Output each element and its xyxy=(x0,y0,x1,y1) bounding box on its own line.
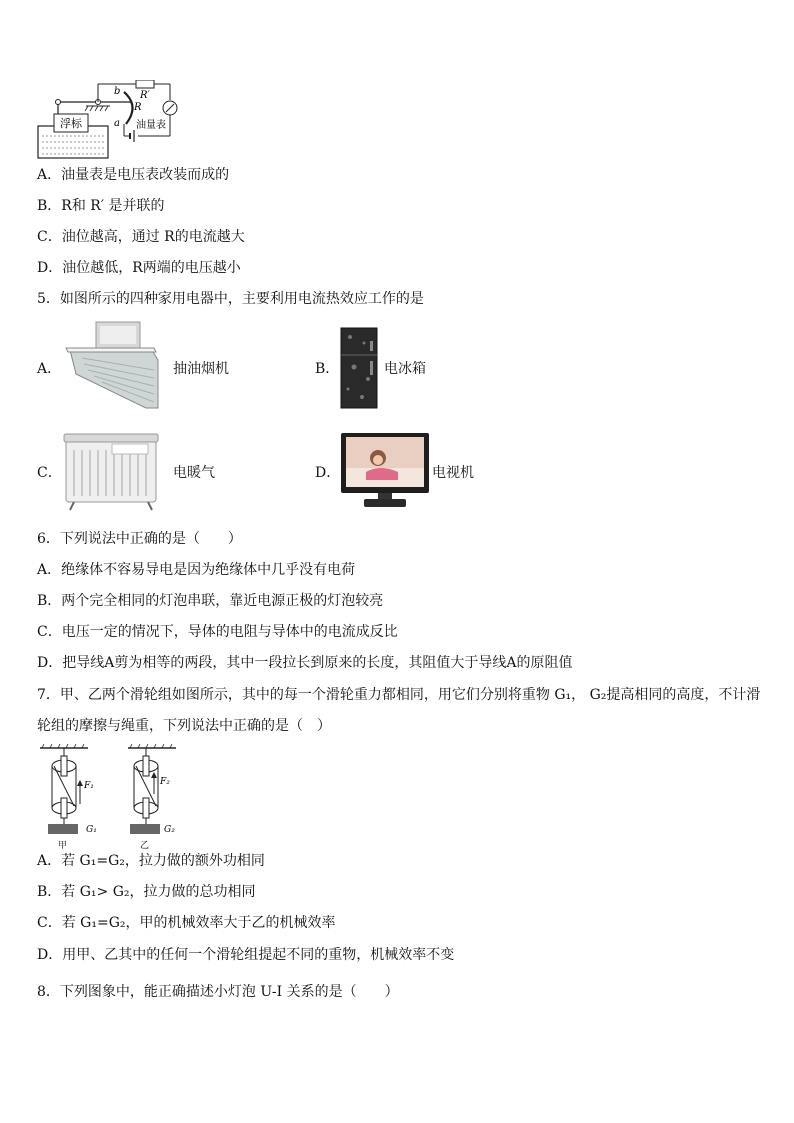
label-G1: G₁ xyxy=(86,825,97,835)
television-icon xyxy=(340,432,430,510)
label-a: a xyxy=(114,118,120,129)
q5-choice-c-name: 电暖气 xyxy=(173,465,215,481)
label-R-prime: R′ xyxy=(140,90,150,101)
label-F2: F₂ xyxy=(160,777,170,787)
float-label: 浮标 xyxy=(60,117,82,130)
q5-choice-a-name: 抽油烟机 xyxy=(173,361,229,377)
q6-option-d: D．把导线A剪为相等的两段，其中一段拉长到原来的长度，其阻值大于导线A的原阻值 xyxy=(37,655,573,671)
q5-choice-a-letter: A． xyxy=(37,361,62,377)
label-yi: 乙 xyxy=(140,841,150,851)
label-F1: F₁ xyxy=(84,781,94,791)
q6-option-a: A．绝缘体不容易导电是因为绝缘体中几乎没有电荷 xyxy=(37,562,356,578)
range-hood-icon xyxy=(60,320,165,412)
electric-heater-icon xyxy=(62,430,160,512)
q7-stem-line2: 轮组的摩擦与绳重，下列说法中正确的是（ ） xyxy=(37,718,331,734)
label-R: R xyxy=(134,102,142,113)
q4-option-d: D．油位越低，R两端的电压越小 xyxy=(37,260,241,276)
q6-option-b: B．两个完全相同的灯泡串联，靠近电源正极的灯泡较亮 xyxy=(37,593,384,609)
label-G2: G₂ xyxy=(164,825,175,835)
q6-option-c: C．电压一定的情况下，导体的电阻与导体中的电流成反比 xyxy=(37,624,398,640)
q5-stem: 5．如图所示的四种家用电器中，主要利用电流热效应工作的是 xyxy=(37,291,424,307)
q6-stem: 6．下列说法中正确的是（ ） xyxy=(37,531,242,547)
q5-choice-d-letter: D． xyxy=(315,465,341,481)
gauge-label: 油量表 xyxy=(136,120,166,131)
q4-option-b: B．R和 R′ 是并联的 xyxy=(37,198,165,214)
q7-option-d: D．用甲、乙其中的任何一个滑轮组提起不同的重物，机械效率不变 xyxy=(37,947,455,963)
q5-choice-b-name: 电冰箱 xyxy=(384,361,426,377)
q7-option-b: B．若 G₁> G₂，拉力做的总功相同 xyxy=(37,884,256,900)
q5-choice-b-letter: B． xyxy=(315,361,340,377)
pulley-systems-figure xyxy=(36,744,186,840)
q7-option-a: A．若 G₁=G₂，拉力做的额外功相同 xyxy=(37,853,265,869)
label-b: b xyxy=(114,86,121,97)
refrigerator-icon xyxy=(340,327,378,409)
q8-stem: 8．下列图象中，能正确描述小灯泡 U-I 关系的是（ ） xyxy=(37,984,399,1000)
oil-gauge-circuit-figure xyxy=(36,80,186,160)
q4-option-a: A．油量表是电压表改装而成的 xyxy=(37,167,230,183)
q7-option-c: C．若 G₁=G₂，甲的机械效率大于乙的机械效率 xyxy=(37,915,336,931)
q5-choice-c-letter: C． xyxy=(37,465,62,481)
q4-option-c: C．油位越高，通过 R的电流越大 xyxy=(37,229,245,245)
label-jia: 甲 xyxy=(58,841,68,851)
q5-choice-d-name: 电视机 xyxy=(432,465,474,481)
q7-stem-line1: 7．甲、乙两个滑轮组如图所示，其中的每一个滑轮重力都相同，用它们分别将重物 G₁， G₂提高相同的高度，不计滑 xyxy=(37,687,761,703)
